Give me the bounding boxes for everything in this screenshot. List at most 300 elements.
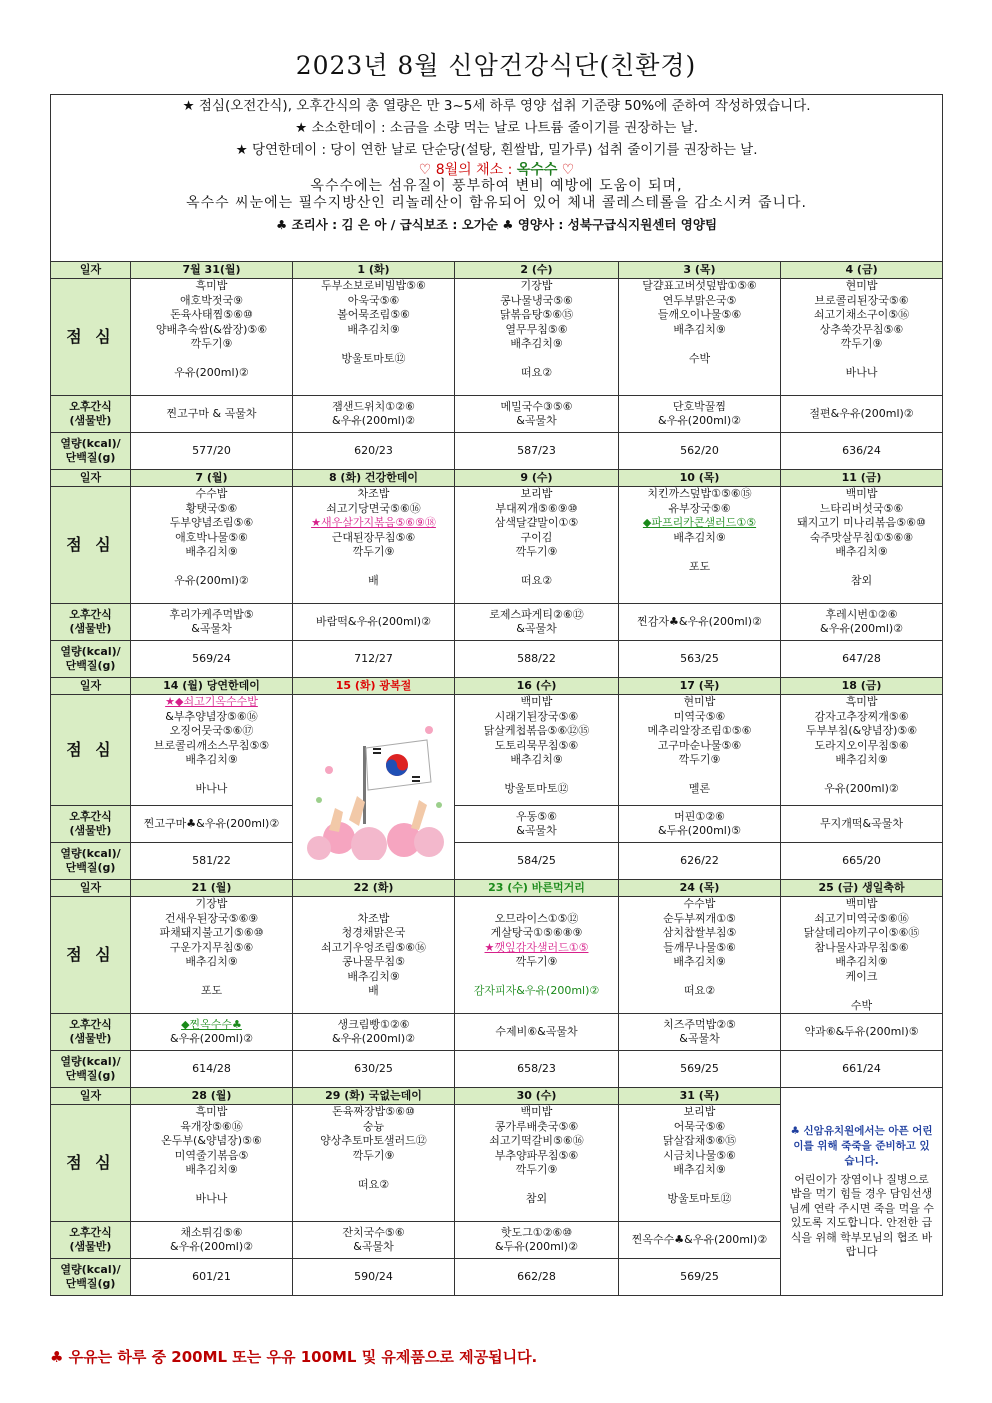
menu-item: 상추쑥갓무침⑤⑥: [819, 322, 904, 336]
menu-gap: [131, 352, 292, 367]
menu-item: 브로콜리깨소스무침⑤⑤: [153, 738, 270, 752]
menu-item: 배추김치⑨: [673, 955, 726, 968]
menu-gap: [293, 897, 454, 912]
menu-item: 우유(200ml)②: [174, 366, 249, 379]
menu-item: 쇠고기당면국⑤⑥⑯: [326, 501, 421, 515]
snack-label-1: 오후간식: [69, 607, 112, 621]
snack-item: &곡물차: [353, 1240, 394, 1253]
snack-label-2: (샘물반): [69, 414, 112, 427]
snack-item: &우유(200ml)②: [331, 414, 416, 427]
kcal-cell: 581/22: [131, 843, 293, 880]
snack-item: &우유(200ml)②: [169, 1240, 254, 1253]
menu-item: 우유(200ml)②: [824, 782, 899, 795]
kcal-cell: 614/28: [131, 1051, 293, 1088]
kcal-cell: 577/20: [131, 433, 293, 470]
info-line-1: ★ 점심(오전간식), 오후간식의 총 열량은 만 3~5세 하루 영양 섭취 기준량 50%에 준하여 작성하였습니다.: [182, 98, 811, 114]
kcal-cell: 601/21: [131, 1259, 293, 1296]
date-header: 9 (수): [455, 470, 619, 487]
menu-item: 배추김치⑨: [673, 1163, 726, 1176]
lunch-cell: [131, 1105, 293, 1222]
snack-item: &곡물차: [516, 622, 557, 635]
snack-item: 생크림빵①②⑥: [337, 1017, 410, 1031]
menu-item: 육개장⑤⑥⑯: [180, 1119, 243, 1133]
menu-item: 깍두기⑨: [678, 753, 721, 766]
menu-item: 숙주맛살무침①⑤⑥⑧: [809, 530, 914, 544]
menu-item: 돼지고기 미나리볶음⑤⑥⑩: [797, 516, 926, 529]
snack-cell: [781, 806, 943, 843]
menu-gap: [619, 970, 780, 985]
snack-cell: [455, 1014, 619, 1051]
menu-item: 떠요②: [520, 574, 553, 587]
menu-item: 치킨까스덮밥①⑤⑥⑮: [647, 487, 752, 500]
date-label: 일자: [51, 262, 131, 279]
snack-label-2: (샘물반): [69, 622, 112, 635]
date-header: 10 (목): [619, 470, 781, 487]
lunch-cell: [131, 897, 293, 1014]
menu-item: 배추김치⑨: [185, 545, 238, 558]
menu-item: 기장밥: [195, 897, 228, 910]
menu-item: 콩가루배춧국⑤⑥: [494, 1119, 579, 1133]
kcal-cell: 647/28: [781, 641, 943, 678]
date-label: 일자: [51, 470, 131, 487]
info-line-3: ★ 당연한데이 : 당이 연한 날로 단순당(설탕, 흰쌀밥, 밀가루) 섭취 줄이기를 권장하는 날.: [235, 142, 758, 158]
menu-item: 닭볶음탕⑤⑥⑮: [499, 308, 574, 321]
snack-label: [51, 396, 131, 433]
kcal-label-1: 열량(kcal)/: [60, 644, 121, 658]
menu-item: 닭살데리야끼구이⑤⑥⑮: [803, 926, 920, 939]
kcal-cell: 590/24: [293, 1259, 455, 1296]
menu-item: 배추김치⑨: [185, 753, 238, 766]
date-header: 24 (목): [619, 880, 781, 897]
snack-cell: [293, 1014, 455, 1051]
kcal-label: [51, 433, 131, 470]
snack-item: &곡물차: [516, 414, 557, 427]
kcal-cell: 712/27: [293, 641, 455, 678]
kcal-cell: 587/23: [455, 433, 619, 470]
lunch-cell: [293, 897, 455, 1014]
menu-item: 파채돼지불고기⑤⑥⑩: [159, 926, 264, 939]
date-header: 4 (금): [781, 262, 943, 279]
snack-cell: [131, 1222, 293, 1259]
menu-item: 양상추토마토샐러드⑫: [320, 1134, 427, 1147]
kcal-cell: 620/23: [293, 433, 455, 470]
snack-cell: [131, 806, 293, 843]
menu-item: 떠요②: [520, 366, 553, 379]
menu-item: 케이크: [845, 969, 878, 983]
menu-item: ★새우살가지볶음⑤⑥⑨⑱: [311, 516, 436, 529]
snack-item: 잼샌드위치①②⑥: [332, 399, 415, 413]
menu-item: 현미밥: [845, 279, 878, 292]
monthly-vegetable: ♡ 8월의 채소 : 옥수수 ♡: [418, 162, 575, 178]
snack-item: &곡물차: [191, 622, 232, 635]
kcal-label-2: 단백질(g): [65, 451, 116, 464]
menu-item: 메추리알장조림①⑤⑥: [647, 724, 752, 737]
date-header: 31 (목): [619, 1088, 781, 1105]
menu-item: 배추김치⑨: [835, 545, 888, 558]
lunch-cell: [619, 487, 781, 604]
menu-item: 포도: [688, 559, 711, 573]
snack-item: &두유(200ml)②: [494, 1240, 579, 1253]
lunch-cell: [619, 695, 781, 806]
snack-cell: [455, 806, 619, 843]
snack-cell: [781, 604, 943, 641]
date-header: 15 (화) 광복절: [293, 678, 455, 695]
menu-item: ◆파프리카콘샐러드①⑤: [642, 516, 757, 529]
menu-item: 감자고추장찌개⑤⑥: [814, 709, 909, 723]
lunch-label: 점 심: [51, 897, 131, 1014]
snack-item: 메밀국수③⑤⑥: [500, 399, 573, 413]
menu-item: 브로콜리된장국⑤⑥: [814, 293, 909, 307]
menu-gap: [131, 768, 292, 783]
date-header: 16 (수): [455, 678, 619, 695]
menu-item: 깍두기⑨: [352, 545, 395, 558]
menu-item: 닭살잡채⑤⑥⑮: [662, 1134, 737, 1147]
kcal-cell: 630/25: [293, 1051, 455, 1088]
menu-item: 배추김치⑨: [185, 1163, 238, 1176]
menu-item: 시금치나물⑤⑥: [663, 1148, 736, 1162]
menu-item: 느타리버섯국⑤⑥: [819, 501, 904, 515]
kcal-cell: 626/22: [619, 843, 781, 880]
snack-cell: [455, 604, 619, 641]
snack-item: 찐감자♣&우유(200ml)②: [637, 614, 762, 628]
snack-cell: [131, 1014, 293, 1051]
menu-item: 구이김: [520, 530, 553, 544]
kcal-label: [51, 843, 131, 880]
lunch-label: 점 심: [51, 279, 131, 396]
snack-label-2: (샘물반): [69, 1032, 112, 1045]
menu-item: 미역줄기볶음⑤: [174, 1148, 249, 1162]
menu-item: 포도: [200, 984, 223, 997]
menu-item: 도토리묵무침⑤⑥: [494, 738, 579, 752]
menu-item: 현미밥: [683, 695, 716, 708]
menu-item: 깍두기⑨: [515, 545, 558, 558]
menu-item: 배: [368, 984, 379, 997]
snack-item: 약과⑥&두유(200ml)⑤: [804, 1024, 919, 1038]
menu-gap: [455, 768, 618, 783]
kcal-cell: 662/28: [455, 1259, 619, 1296]
menu-item: 깍두기⑨: [190, 337, 233, 350]
menu-item: 배추김치⑨: [347, 322, 400, 336]
lunch-cell: [781, 897, 943, 1014]
page-title: 2023년 8월 신암건강식단(친환경): [295, 51, 697, 80]
menu-item: 참외: [850, 574, 873, 587]
menu-gap: [293, 560, 454, 575]
snack-cell: [781, 1014, 943, 1051]
kcal-label: [51, 1259, 131, 1296]
kcal-label-2: 단백질(g): [65, 861, 116, 874]
lunch-cell: [619, 897, 781, 1014]
menu-item: 보리밥: [683, 1105, 716, 1118]
lunch-label: 점 심: [51, 695, 131, 806]
menu-item: 깍두기⑨: [515, 1163, 558, 1176]
menu-item: 배추김치⑨: [185, 955, 238, 968]
menu-item: 바나나: [195, 782, 228, 795]
snack-item: &우유(200ml)②: [657, 414, 742, 427]
snack-label-2: (샘물반): [69, 1240, 112, 1253]
menu-item: 콩나물무침⑤: [342, 955, 405, 968]
date-label: 일자: [51, 880, 131, 897]
snack-item: 찐옥수수♣&우유(200ml)②: [631, 1232, 768, 1246]
menu-item: 열무무침⑤⑥: [505, 322, 568, 336]
kcal-label-1: 열량(kcal)/: [60, 846, 121, 860]
lunch-label: 점 심: [51, 1105, 131, 1222]
snack-item: 바람떡&우유(200ml)②: [316, 614, 431, 628]
snack-item: 치즈주먹밥②⑤: [663, 1017, 736, 1031]
menu-item: 애호박젓국⑨: [180, 293, 243, 307]
date-header: 23 (수) 바른먹거리: [455, 880, 619, 897]
vegetable-desc-1: 옥수수에는 섬유질이 풍부하여 변비 예방에 도움이 되며,: [310, 177, 683, 194]
menu-item: 고구마순나물⑤⑥: [657, 738, 742, 752]
menu-item: 수수밥: [683, 897, 716, 910]
menu-item: 배: [368, 574, 379, 587]
snack-item: &곡물차: [516, 824, 557, 837]
snack-label-2: (샘물반): [69, 824, 112, 837]
menu-item: 떠요②: [683, 984, 716, 997]
menu-gap: [455, 560, 618, 575]
info-box: [51, 95, 943, 262]
menu-item: 연두부맑은국⑤: [662, 293, 737, 307]
menu-gap: [131, 1178, 292, 1193]
snack-cell: [131, 396, 293, 433]
menu-item: 배추김치⑨: [510, 337, 563, 350]
menu-item: 오므라이스①⑤⑫: [494, 911, 579, 925]
menu-item: 도라지오이무침⑤⑥: [814, 738, 909, 752]
kcal-cell: 665/20: [781, 843, 943, 880]
menu-item: 배추김치⑨: [673, 322, 726, 336]
menu-item: 근대된장무침⑤⑥: [331, 530, 416, 544]
snack-cell: [455, 396, 619, 433]
snack-item: 찐고구마 & 곡물차: [166, 406, 257, 420]
date-label: 일자: [51, 678, 131, 695]
holiday-illustration: [293, 695, 455, 880]
menu-item: 백미밥: [845, 897, 878, 910]
snack-item: 단호박꿀찜: [672, 399, 727, 413]
menu-item: 황탯국⑤⑥: [185, 501, 238, 515]
lunch-cell: [781, 279, 943, 396]
date-header: 25 (금) 생일축하: [781, 880, 943, 897]
kcal-label-1: 열량(kcal)/: [60, 1054, 121, 1068]
snack-label: [51, 1222, 131, 1259]
lunch-cell: [455, 897, 619, 1014]
lunch-cell: [293, 1105, 455, 1222]
kcal-cell: 569/25: [619, 1259, 781, 1296]
menu-gap: [781, 984, 942, 999]
menu-item: 흑미밥: [845, 695, 878, 708]
snack-item: &곡물차: [679, 1032, 720, 1045]
weeks-body: [51, 262, 943, 1296]
menu-gap: [293, 1163, 454, 1178]
menu-item: 방울토마토⑫: [667, 1192, 732, 1205]
menu-item: 유부장국⑤⑥: [668, 501, 731, 515]
menu-gap: [619, 1178, 780, 1193]
date-header: 30 (수): [455, 1088, 619, 1105]
menu-gap: [455, 352, 618, 367]
lunch-cell: [293, 279, 455, 396]
kcal-cell: 569/25: [619, 1051, 781, 1088]
lunch-cell: [781, 695, 943, 806]
menu-item: 시래기된장국⑤⑥: [494, 709, 579, 723]
menu-gap: [619, 337, 780, 352]
lunch-label: 점 심: [51, 487, 131, 604]
menu-item: 들깨오이나물⑤⑥: [657, 308, 742, 321]
menu-item: 돈육사태찜⑤⑥⑩: [170, 308, 253, 321]
snack-item: 우동⑤⑥: [516, 809, 557, 823]
flag-illustration: [299, 710, 449, 860]
snack-label: [51, 806, 131, 843]
menu-gap: [781, 352, 942, 367]
menu-item: 청경채맑은국: [341, 926, 406, 939]
snack-item: 무지개떡&곡물차: [820, 816, 904, 830]
lunch-cell: [455, 279, 619, 396]
menu-item: 깍두기⑨: [515, 955, 558, 968]
kcal-label-1: 열량(kcal)/: [60, 1262, 121, 1276]
snack-item: &우유(200ml)②: [169, 1032, 254, 1045]
menu-item: 감자피자&우유(200ml)②: [473, 984, 600, 997]
menu-item: 두부소보로비빔밥⑤⑥: [321, 279, 426, 292]
snack-cell: [619, 1222, 781, 1259]
menu-gap: [131, 970, 292, 985]
kcal-cell: 588/22: [455, 641, 619, 678]
menu-item: 배추김치⑨: [347, 969, 400, 983]
menu-gap: [293, 337, 454, 352]
menu-item: 바나나: [195, 1192, 228, 1205]
date-header: 2 (수): [455, 262, 619, 279]
kcal-label-2: 단백질(g): [65, 1069, 116, 1082]
kcal-cell: 636/24: [781, 433, 943, 470]
snack-cell: [293, 396, 455, 433]
menu-item: 콩나물냉국⑤⑥: [500, 293, 573, 307]
menu-item: ★깻잎감자샐러드①⑤: [484, 940, 589, 954]
snack-item: 후리가케주먹밥⑤: [169, 607, 254, 621]
lunch-cell: [131, 279, 293, 396]
kcal-label-1: 열량(kcal)/: [60, 436, 121, 450]
snack-label: [51, 604, 131, 641]
date-header: 1 (화): [293, 262, 455, 279]
kcal-label: [51, 641, 131, 678]
lunch-cell: [131, 487, 293, 604]
menu-gap: [131, 560, 292, 575]
menu-item: 차조밥: [357, 911, 390, 925]
date-header: 21 (월): [131, 880, 293, 897]
kcal-label: [51, 1051, 131, 1088]
menu-item: ★◆쇠고기옥수수밥: [165, 695, 258, 708]
snack-label: [51, 1014, 131, 1051]
menu-item: 수수밥: [195, 487, 228, 500]
menu-item: 보리밥: [520, 487, 553, 500]
menu-table: [50, 94, 943, 1296]
snack-label-1: 오후간식: [69, 809, 112, 823]
menu-item: 참외: [525, 1192, 548, 1205]
menu-item: 부대찌개⑤⑥⑨⑩: [495, 501, 578, 515]
date-header: 14 (월) 당연한데이: [131, 678, 293, 695]
snack-item: 절편&우유(200ml)②: [809, 406, 914, 420]
snack-cell: [619, 806, 781, 843]
snack-item: 잔치국수⑤⑥: [342, 1225, 405, 1239]
kcal-cell: 562/20: [619, 433, 781, 470]
menu-item: 참나물사과무침⑤⑥: [814, 940, 909, 954]
lunch-cell: [619, 279, 781, 396]
menu-item: 숭늉: [362, 1119, 385, 1133]
menu-item: 백미밥: [520, 695, 553, 708]
menu-item: 방울토마토⑫: [341, 351, 406, 365]
menu-item: 떠요②: [357, 1177, 390, 1191]
kcal-label-2: 단백질(g): [65, 659, 116, 672]
menu-item: 달걀표고버섯덮밥①⑤⑥: [642, 279, 757, 292]
lunch-cell: [455, 1105, 619, 1222]
menu-gap: [455, 1178, 618, 1193]
menu-item: 게살탕국①⑤⑥⑧⑨: [490, 926, 583, 939]
date-header: 17 (목): [619, 678, 781, 695]
menu-item: 아욱국⑤⑥: [347, 293, 400, 307]
snack-cell: [455, 1222, 619, 1259]
menu-item: 방울토마토⑫: [504, 782, 569, 795]
menu-item: 건새우된장국⑤⑥⑨: [164, 911, 259, 925]
menu-item: 배추김치⑨: [673, 530, 726, 544]
snack-item: ◆찐옥수수♣: [181, 1017, 242, 1031]
snack-label-1: 오후간식: [69, 1225, 112, 1239]
menu-gap: [781, 560, 942, 575]
snack-item: 수제비⑥&곡물차: [495, 1024, 578, 1038]
snack-cell: [619, 1014, 781, 1051]
snack-item: 찐고구마♣&우유(200ml)②: [143, 816, 280, 830]
menu-item: 어묵국⑤⑥: [673, 1119, 726, 1133]
menu-item: 온두부(&양념장)⑤⑥: [161, 1134, 262, 1147]
date-header: 29 (화) 국없는데이: [293, 1088, 455, 1105]
snack-item: 머핀①②⑥: [674, 809, 725, 823]
menu-item: 배추김치⑨: [835, 955, 888, 968]
snack-item: 후레시번①②⑥: [825, 607, 898, 621]
menu-item: 구운가지무침⑤⑥: [169, 940, 254, 954]
kcal-cell: 569/24: [131, 641, 293, 678]
snack-item: 핫도그①②⑥⑩: [500, 1225, 573, 1239]
info-line-2: ★ 소소한데이 : 소금을 소량 먹는 날로 나트륨 줄이기를 권장하는 날.: [295, 120, 698, 136]
date-header: 7월 31(월): [131, 262, 293, 279]
menu-gap: [781, 768, 942, 783]
snack-item: &두유(200ml)⑤: [657, 824, 742, 837]
kcal-cell: 563/25: [619, 641, 781, 678]
snack-cell: [781, 396, 943, 433]
kcal-label-2: 단백질(g): [65, 1277, 116, 1290]
menu-item: 백미밥: [520, 1105, 553, 1118]
menu-item: 양배추숙쌈(&쌈장)⑤⑥: [155, 322, 268, 336]
menu-item: 배추김치⑨: [510, 753, 563, 766]
menu-item: 흑미밥: [195, 279, 228, 292]
date-header: 22 (화): [293, 880, 455, 897]
lunch-cell: [131, 695, 293, 806]
menu-item: 수박: [688, 351, 711, 365]
lunch-cell: [293, 487, 455, 604]
menu-item: 바나나: [845, 366, 878, 379]
menu-item: 쇠고기떡갈비⑤⑥⑯: [489, 1134, 584, 1147]
menu-item: 우유(200ml)②: [174, 574, 249, 587]
snack-item: 채소튀김⑤⑥: [180, 1225, 243, 1239]
date-header: 11 (금): [781, 470, 943, 487]
lunch-cell: [455, 487, 619, 604]
kcal-cell: 584/25: [455, 843, 619, 880]
date-header: 7 (월): [131, 470, 293, 487]
menu-item: 쇠고기미역국⑤⑥⑯: [814, 911, 909, 925]
menu-item: &부추양념장⑤⑥⑯: [165, 709, 258, 723]
snack-item: &우유(200ml)②: [331, 1032, 416, 1045]
date-label: 일자: [51, 1088, 131, 1105]
menu-item: 삼색달걀말이①⑤: [494, 516, 579, 529]
menu-item: 애호박나물⑤⑥: [175, 530, 248, 544]
snack-cell: [131, 604, 293, 641]
menu-item: 두부양념조림⑤⑥: [169, 516, 254, 529]
snack-label-1: 오후간식: [69, 399, 112, 413]
menu-item: 쇠고기채소구이⑤⑯: [813, 308, 910, 321]
menu-item: 돈육짜장밥⑤⑥⑩: [332, 1105, 415, 1118]
